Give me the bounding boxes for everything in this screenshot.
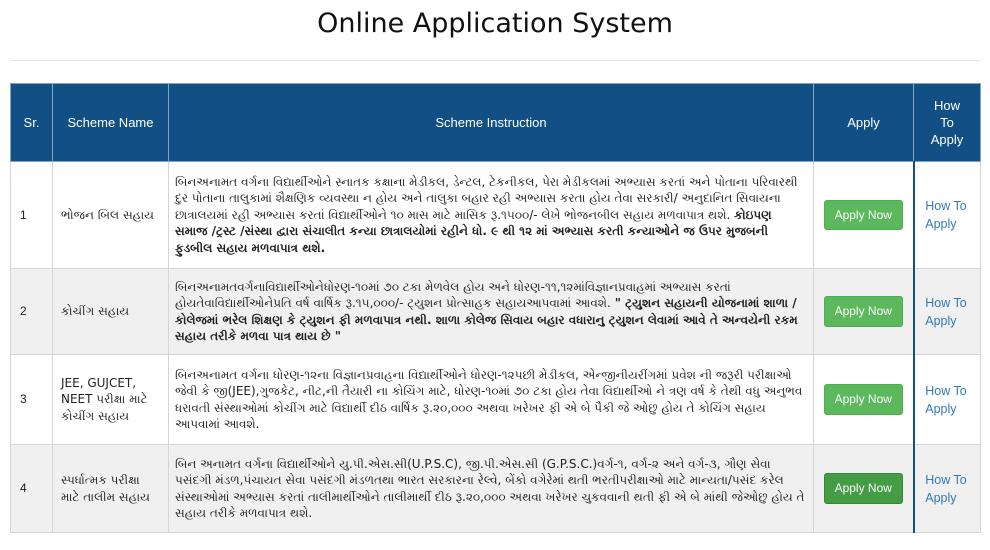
row-instruction	[169, 445, 814, 533]
table-row	[11, 162, 981, 269]
header-apply: Apply	[814, 84, 914, 162]
header-howto-line1: How	[933, 98, 960, 113]
apply-now-button[interactable]: Apply Now	[824, 384, 903, 415]
row-sr: 2	[11, 269, 53, 355]
schemes-table	[10, 83, 981, 533]
table-row	[11, 445, 981, 533]
header-howto-line3: Apply	[930, 132, 964, 147]
instruction-text: બિનઅનામત વર્ગના ધોરણ-૧૨ના વિજ્ઞાનપ્રવાહના વિદ્યાર્થીઓને ધોરણ-૧૨પછી મેડીકલ, એન્જીનીયરીંગમાં પ્રવેશ ની જરૂરી પરીક્ષાઓ જેવી કે જી(JEE),ગુજકેટ, નીટ,ની તૈયારી ના કોચિંગ માટે, ધોરણ-૧૦માં ૭૦ ટકા હોય તેવા વિદ્યાર્થીઓ ને ત્રણ વર્ષ કે તેથી વધુ અનુભવ ધરાવતી સંસ્થાઓમાં કોચીંગ માટે વિદ્યાર્થી દીઠ વાર્ષિક રૂ.૨૦,૦૦૦ અથવા ખરેખર ફી એ બે પૈકી જે ઓછુ હોય તે કોચિંગ સહાય આપવામાં આવશે.	[175, 367, 803, 431]
row-sr: 4	[11, 445, 53, 533]
how-to-apply-link[interactable]: How To Apply	[925, 472, 967, 505]
row-sr: 3	[11, 355, 53, 445]
row-instruction	[169, 162, 814, 269]
instruction-bold-text: " ટ્યુશન સહાયની યોજનામાં શાળા / કોલેજમાં ભરેલ શિક્ષણ કે ટ્યુશન ફી મળવાપાત્ર નથી. શાળા કોલેજ સિવાય બહાર વધારાનુ ટ્યુશન લેવામાં આવે તે અન્વયેની રકમ સહાય તરીકે મળવા પાત્ર થાય છે "	[175, 296, 798, 343]
instruction-bold-text: કોઇપણ સમાજ /ટ્રસ્ટ /સંસ્થા દ્વારા સંચાલીત કન્યા છાત્રાલયોમાં રહીને ધો. ૯ થી ૧૨ માં અભ્યાસ કરતી કન્યાઓને જ ઉપર મુજબની ફુડબીલ સહાય મળવાપાત્ર થશે.	[175, 207, 772, 255]
row-howto-cell	[914, 162, 981, 269]
divider	[10, 60, 980, 61]
row-apply-cell	[814, 162, 914, 269]
how-to-apply-link[interactable]: How To Apply	[925, 295, 967, 328]
row-sr: 1	[11, 162, 53, 269]
row-howto-cell	[914, 445, 981, 533]
row-apply-cell	[814, 445, 914, 533]
row-scheme-name: ભોજન બિલ સહાય	[53, 162, 169, 269]
apply-now-button[interactable]: Apply Now	[824, 296, 903, 327]
page-title: Online Application System	[317, 8, 673, 39]
header-sr: Sr.	[11, 84, 53, 162]
row-apply-cell	[814, 355, 914, 445]
how-to-apply-link[interactable]: How To Apply	[925, 383, 967, 416]
table-row	[11, 355, 981, 445]
row-howto-cell	[914, 355, 981, 445]
row-howto-cell	[914, 269, 981, 355]
apply-now-button[interactable]: Apply Now	[824, 473, 903, 504]
how-to-apply-link[interactable]: How To Apply	[925, 199, 967, 231]
header-howto-line2: To	[940, 115, 954, 130]
row-scheme-name: સ્પર્ધાત્મક પરીક્ષા માટે તાલીમ સહાય	[53, 445, 169, 533]
instruction-text: બિનઅનામતવર્ગનાવિદ્યાર્થીઓનેધોરણ-૧૦માં ૭૦ ટકા મેળવેલ હોય અને ધોરણ-૧૧,૧૨માંવિજ્ઞાનપ્રવાહમાં અભ્યાસ કરતાં હોયતેવાવિદ્યાર્થીઓનેપ્રતિ વર્ષ વાર્ષિક રૂ.૧૫,૦૦૦/- ટ્યુશન પ્રોત્સાહક સહાયઆપવામાં આવશે.	[175, 279, 731, 310]
table-row	[11, 269, 981, 355]
row-apply-cell	[814, 269, 914, 355]
header-scheme-name: Scheme Name	[53, 84, 169, 162]
instruction-text: બિન અનામત વર્ગના વિદ્યાર્થીઓને યુ.પી.એસ.સી(U.P.S.C), જી.પી.એસ.સી (G.P.S.C.)વર્ગ-૧, વર્ગ-૨ અને વર્ગ-૩, ગૌણ સેવા પસંદગી મંડળ,પંચાયત સેવા પસંદગી મંડળતથા ભારત સરકારના રેલ્વે, બેંકો વગેરેમાં થતી ભરતીપરીક્ષાઓ માટે માન્યતા/પસંદ કરેલ સંસ્થાઓમાં અભ્યાસ કરતાં તાલીમાર્થીઓને તાલીમાર્થી દીઠ રૂ.૨૦,૦૦૦ અથવા ખરેખર ચુકવવાની થતી ફી એ બે માંથી જેઓછુ હોય તે સહાય તરીકે મળવાપાત્ર થશે.	[175, 456, 805, 520]
row-instruction	[169, 355, 814, 445]
row-scheme-name: કોચીંગ સહાય	[53, 269, 169, 355]
row-scheme-name: JEE, GUJCET, NEET પરીક્ષા માટે કોચીંગ સહાય	[53, 355, 169, 445]
header-how-to-apply	[914, 84, 981, 162]
row-instruction	[169, 269, 814, 355]
table-header-row	[11, 84, 981, 162]
instruction-text: બિનઅનામત વર્ગના વિદ્યાર્થીઓને સ્નાતક કક્ષાના મેડીકલ, ડેન્ટલ, ટેકનીકલ, પેરા મેડીકલમાં અભ્યાસ કરતાં અને પોતાના પરિવારથી દુર પોતાના તાલુકામાં શૈક્ષણિક વ્યવસ્થા ન હોય અને તાલુકા બહાર રહી અભ્યાસ કરતા હોય તેવા સરકારી/ અનુદાનિત સિવાયના છાત્રાલયમાં રહી અભ્યાસ કરતાં વિદ્યાર્થીઓને ૧૦ માસ માટે માસિક રૂ.૧૫૦૦/- લેખે ભોજનબીલ સહાય મળવાપાત્ર થશે.	[175, 174, 798, 222]
apply-now-button[interactable]: Apply Now	[824, 200, 903, 231]
header-scheme-instruction: Scheme Instruction	[169, 84, 814, 162]
